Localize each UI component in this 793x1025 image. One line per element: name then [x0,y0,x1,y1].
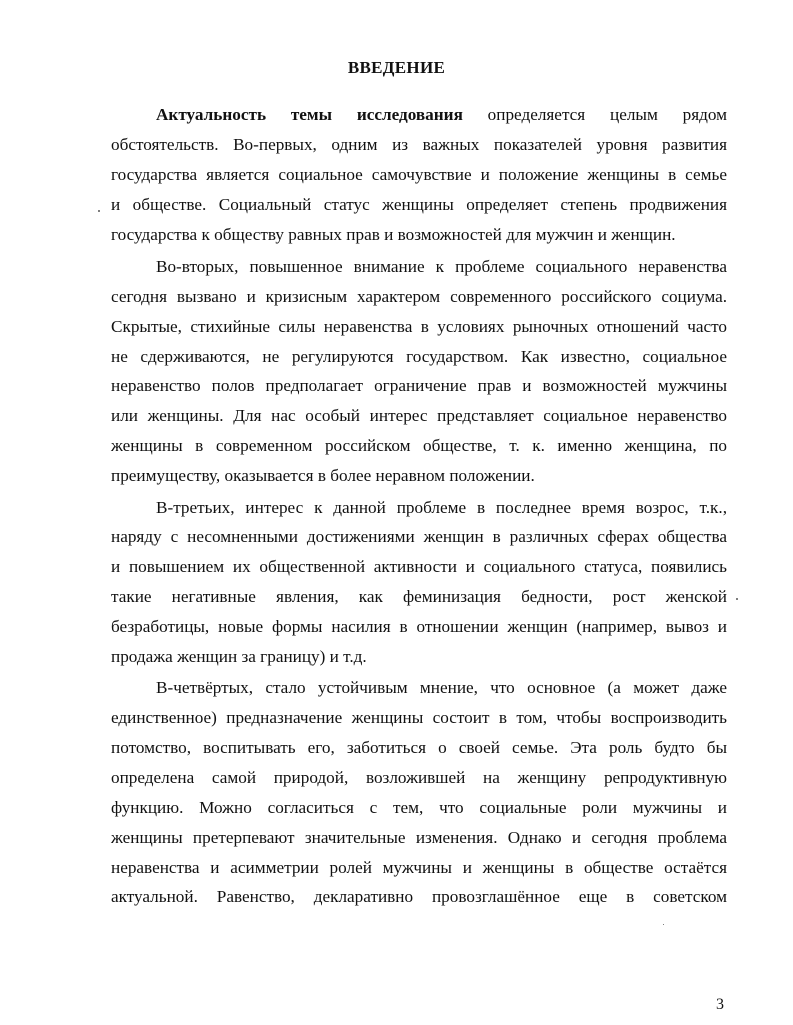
paragraph-4-line-3: потомство, воспитывать его, заботиться о своей семье. Эта роль будто бы [111,738,727,757]
paragraph-1-line-4: и обществе. Социальный статус женщины определяет степень продвижения [111,195,727,214]
paragraph-2-line-3: Скрытые, стихийные силы неравенства в условиях рыночных отношений часто [111,317,727,336]
paragraph-4-line-5: функцию. Можно согласиться с тем, что социальные роли мужчины и [111,798,727,817]
paragraph-1-line-5: государства к обществу равных прав и возможностей для мужчин и женщин. [111,225,676,244]
page-number: 3 [716,996,724,1013]
paragraph-1-line-3: государства является социальное самочувствие и положение женщины в семье [111,165,727,184]
paragraph-3-line-5: безработицы, новые формы насилия в отношении женщин (например, вывоз и [111,617,727,636]
paragraph-4-line-6: женщины претерпевают значительные изменения. Однако и сегодня проблема [111,828,727,847]
paragraph-3-line-3: и повышением их общественной активности и социального статуса, появились [111,557,727,576]
scan-speck [736,598,738,600]
scan-speck [663,924,664,925]
paragraph-3-line-6: продажа женщин за границу) и т.д. [111,647,367,666]
paragraph-4-line-1: В-четвёртых, стало устойчивым мнение, что основное (а может даже [156,678,727,697]
paragraph-3-line-2: наряду с несомненными достижениями женщин в различных сферах общества [111,527,727,546]
page-title: ВВЕДЕНИЕ [347,58,446,77]
paragraph-2-line-5: неравенство полов предполагает ограничение прав и возможностей мужчины [111,376,727,395]
paragraph-1-line-2: обстоятельств. Во-первых, одним из важных показателей уровня развития [111,135,727,154]
paragraph-4-line-2: единственное) предназначение женщины состоит в том, чтобы воспроизводить [111,708,727,727]
paragraph-2-line-1: Во-вторых, повышенное внимание к проблеме социального неравенства [156,257,727,276]
paragraph-4-line-7: неравенства и асимметрии ролей мужчины и женщины в обществе остаётся [111,858,727,877]
paragraph-2-line-6: или женщины. Для нас особый интерес представляет социальное неравенство [111,406,727,425]
paragraph-2-line-4: не сдерживаются, не регулируются государством. Как известно, социальное [111,347,727,366]
bold-lead: Актуальность темы исследования [156,105,463,124]
paragraph-4-line-4: определена самой природой, возложившей на женщину репродуктивную [111,768,727,787]
paragraph-3-line-1: В-третьих, интерес к данной проблеме в последнее время возрос, т.к., [156,498,727,517]
paragraph-2-line-2: сегодня вызвано и кризисным характером современного российского социума. [111,287,727,306]
line-rest: определяется целым рядом [462,105,727,124]
paragraph-4-line-8: актуальной. Равенство, декларативно провозглашённое еще в советском [111,887,727,906]
paragraph-1-line-1 [156,100,727,130]
paragraph-2-line-7: женщины в современном российском обществе, т. к. именно женщина, по [111,436,727,455]
paragraph-2-line-8: преимуществу, оказывается в более неравном положении. [111,466,535,485]
paragraph-3-line-4: такие негативные явления, как феминизация бедности, рост женской [111,587,727,606]
scan-speck [98,210,100,212]
